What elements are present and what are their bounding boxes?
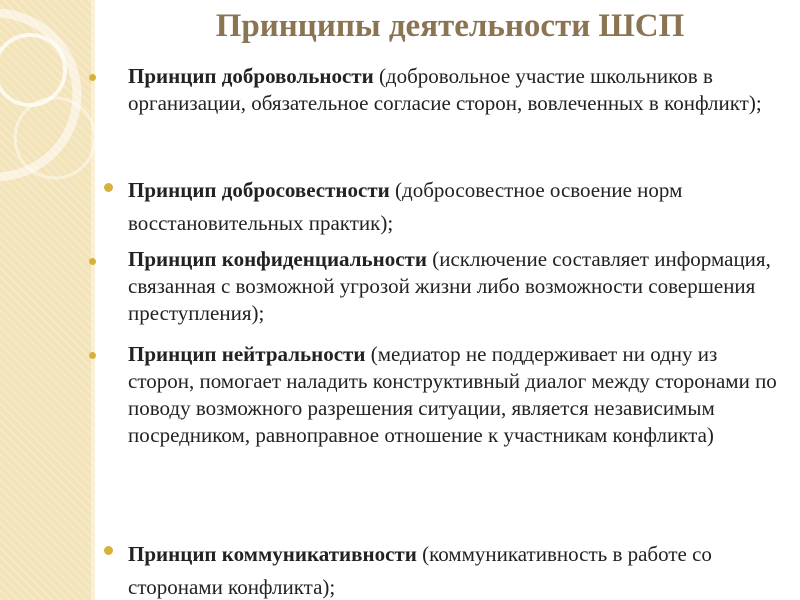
decorative-ring-small (0, 35, 65, 105)
principle-description: (коммуникативность в работе со сторонами конфликта); (128, 542, 712, 599)
bullet-point (104, 183, 113, 192)
slide-title: Принципы деятельности ШСП (215, 8, 685, 44)
decorative-ring-medium (15, 98, 95, 178)
principle-item-conscientiousness (128, 174, 788, 240)
principle-name: Принцип нейтральности (128, 342, 366, 366)
decorative-circles (0, 0, 110, 600)
bullet-point (89, 74, 96, 81)
principle-item-communicativeness (128, 538, 788, 600)
principle-description: (добросовестное освоение норм восстановительных практик); (128, 178, 683, 235)
principle-name: Принцип добровольности (128, 64, 374, 88)
principle-item-voluntariness (128, 63, 788, 117)
principle-description: (добровольное участие школьников в организации, обязательное согласие сторон, вовлеченных в конфликт); (128, 64, 762, 115)
bullet-point (89, 258, 96, 265)
bullet-point (104, 546, 113, 555)
principle-item-confidentiality (128, 246, 788, 327)
principle-description: (исключение составляет информация, связанная с возможной угрозой жизни либо возможности совершения преступления); (128, 247, 771, 325)
principle-name: Принцип конфиденциальности (128, 247, 427, 271)
bullet-point (89, 352, 96, 359)
principle-name: Принцип коммуникативности (128, 542, 417, 566)
principle-description: (медиатор не поддерживает ни одну из сторон, помогает наладить конструктивный диалог между сторонами по поводу возможного разрешения ситуации, является независимым посредником, равноправное отношение к участникам конфликта) (128, 342, 777, 447)
principle-item-neutrality (128, 341, 788, 449)
principle-name: Принцип добросовестности (128, 178, 390, 202)
